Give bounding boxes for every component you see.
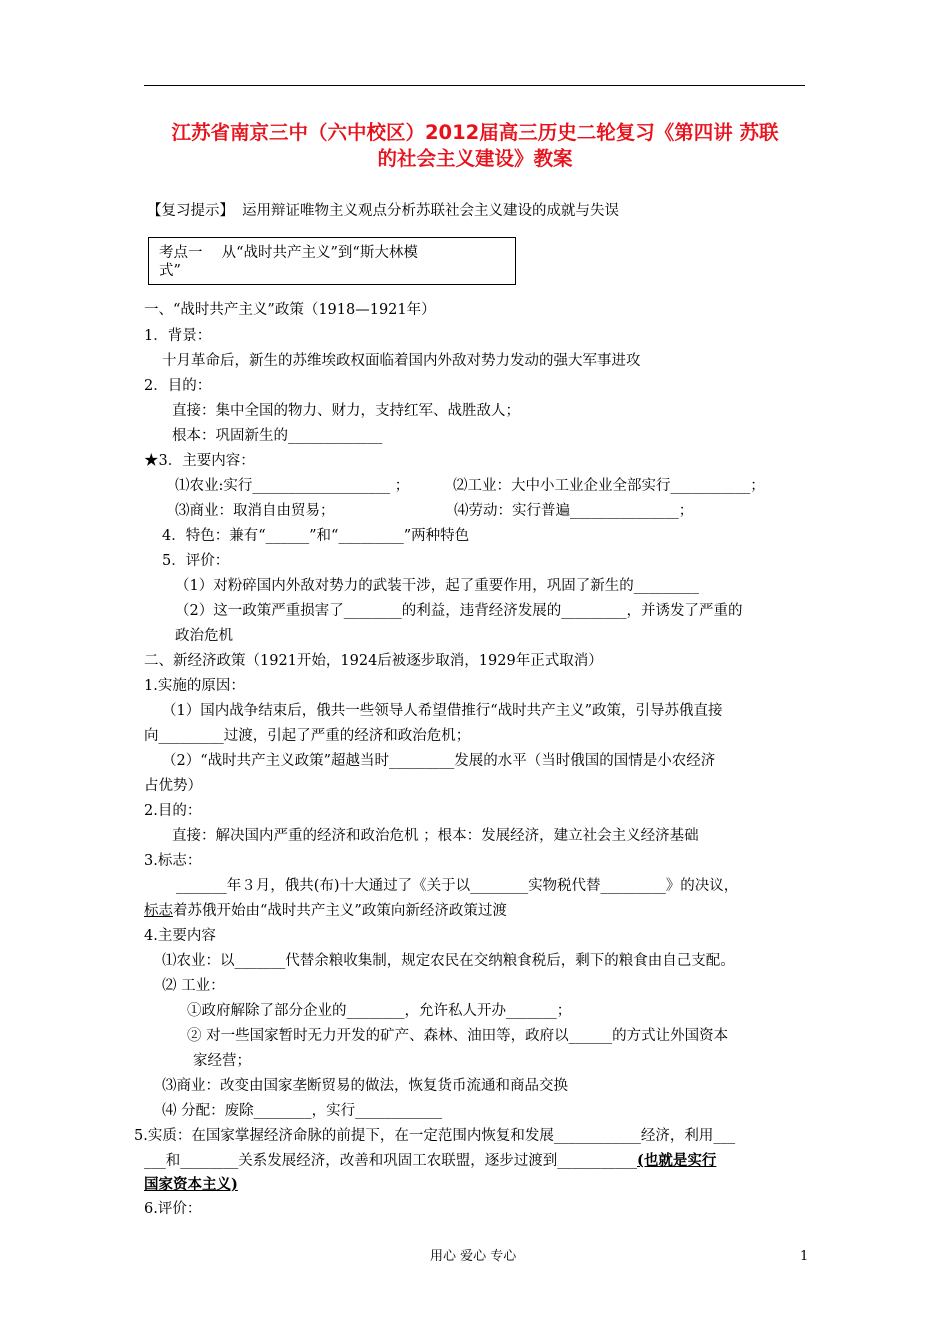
reason-1: （1）国内战争结束后，俄共一些领导人希望借推行“战时共产主义”政策，引导苏俄直接 xyxy=(162,703,723,719)
nep-industry-2-cont: 家经营； xyxy=(193,1053,251,1069)
item-purpose: 2．目的： xyxy=(144,378,212,394)
box-line-2: 式” xyxy=(159,263,181,279)
item-purpose-2: 2.目的： xyxy=(144,803,202,819)
section-heading-1: 一、“战时共产主义”政策（1918—1921年） xyxy=(144,302,436,318)
item-features: 4．特色：兼有“______”和“_________”两种特色 xyxy=(162,528,470,544)
purpose-root: 根本：巩固新生的_____________ xyxy=(172,428,383,444)
essence-bold-cont xyxy=(144,1175,238,1195)
review-tip-label: 【复习提示】 xyxy=(147,203,234,219)
page-number: 1 xyxy=(800,1249,809,1264)
content-commerce: ⑶商业：取消自由贸易； xyxy=(175,503,335,519)
content-industry: ⑵工业：大中小工业企业全部实行___________； xyxy=(453,478,765,494)
essence-cont xyxy=(144,1151,716,1171)
title-line-1: 江苏省南京三中（六中校区）2012届高三历史二轮复习《第四讲 苏联 xyxy=(171,121,779,144)
item-main-content-2: 4.主要内容 xyxy=(144,928,216,944)
review-tip-text: 运用辩证唯物主义观点分析苏联社会主义建设的成就与失误 xyxy=(242,203,619,219)
item-evaluation: 5．评价： xyxy=(162,553,230,569)
document-title xyxy=(144,120,806,172)
content-agriculture: ⑴农业:实行___________________ ； xyxy=(175,478,410,494)
section-heading-2: 二、新经济政策（1921开始，1924后被逐步取消，1929年正式取消） xyxy=(144,653,603,669)
nep-commerce: ⑶商业：改变由国家垄断贸易的做法，恢复货币流通和商品交换 xyxy=(162,1078,568,1094)
essence-cont-text: ___和________关系发展经济，改善和巩固工农联盟，逐步过渡到___________ xyxy=(144,1153,637,1169)
nep-agriculture: ⑴农业：以_______代替余粮收集制，规定农民在交纳粮食税后，剩下的粮食由自己支配。 xyxy=(162,953,735,969)
nep-industry: ⑵ 工业： xyxy=(162,978,225,994)
title-line-2: 的社会主义建设》教案 xyxy=(377,147,573,170)
nep-industry-2: ② 对一些国家暂时无力开发的矿产、森林、油田等，政府以______的方式让外国资本 xyxy=(187,1028,729,1044)
key-point-box xyxy=(148,237,516,285)
marker-underlined: 标志 xyxy=(144,903,173,919)
evaluation-2-cont: 政治危机 xyxy=(175,628,233,644)
marker-rest: 着苏俄开始由“战时共产主义”政策向新经济政策过渡 xyxy=(173,903,507,919)
item-main-content: ★3．主要内容： xyxy=(144,453,255,469)
purpose-2-text: 直接：解决国内严重的经济和政治危机 ；根本：发展经济，建立社会主义经济基础 xyxy=(172,828,699,844)
reason-2-cont: 占优势） xyxy=(144,778,202,794)
nep-distribution: ⑷ 分配：废除________，实行____________ xyxy=(162,1103,443,1119)
item-evaluation-2: 6.评价： xyxy=(144,1201,202,1217)
evaluation-2: （2）这一政策严重损害了________的利益，违背经济发展的_________，并诱发了严重的 xyxy=(175,603,743,619)
background-text: 十月革命后，新生的苏维埃政权面临着国内外敌对势力发动的强大军事进攻 xyxy=(162,353,641,369)
item-background: 1．背景： xyxy=(144,328,212,344)
marker-text-cont xyxy=(144,901,507,921)
nep-industry-1: ①政府解除了部分企业的________，允许私人开办_______； xyxy=(187,1003,572,1019)
box-line-1: 考点一 从“战时共产主义”到“斯大林模 xyxy=(159,245,418,261)
content-labor: ⑷劳动：实行普遍_______________； xyxy=(454,503,694,519)
essence-bold: (也就是实行 xyxy=(637,1152,717,1169)
essence-bold-underlined: 国家资本主义) xyxy=(144,1176,238,1193)
item-essence: 5.实质：在国家掌握经济命脉的前提下，在一定范围内恢复和发展____________经济，利用___ xyxy=(134,1128,736,1144)
purpose-direct: 直接：集中全国的物力、财力，支持红军、战胜敌人； xyxy=(172,403,520,419)
evaluation-1: （1）对粉碎国内外敌对势力的武装干涉，起了重要作用，巩固了新生的_________ xyxy=(175,578,699,594)
reason-2: （2）“战时共产主义政策”超越当时_________发展的水平（当时俄国的国情是小农经济 xyxy=(162,753,716,769)
reason-1-cont: 向_________过渡，引起了严重的经济和政治危机； xyxy=(144,728,471,744)
header-rule xyxy=(144,85,805,86)
item-reasons: 1.实施的原因： xyxy=(144,678,245,694)
marker-text: _______年３月，俄共(布)十大通过了《关于以________实物税代替_________》的决议， xyxy=(176,878,739,894)
item-marker: 3.标志： xyxy=(144,853,202,869)
review-tip xyxy=(147,201,619,221)
footer-motto: 用心 爱心 专心 xyxy=(430,1249,517,1264)
